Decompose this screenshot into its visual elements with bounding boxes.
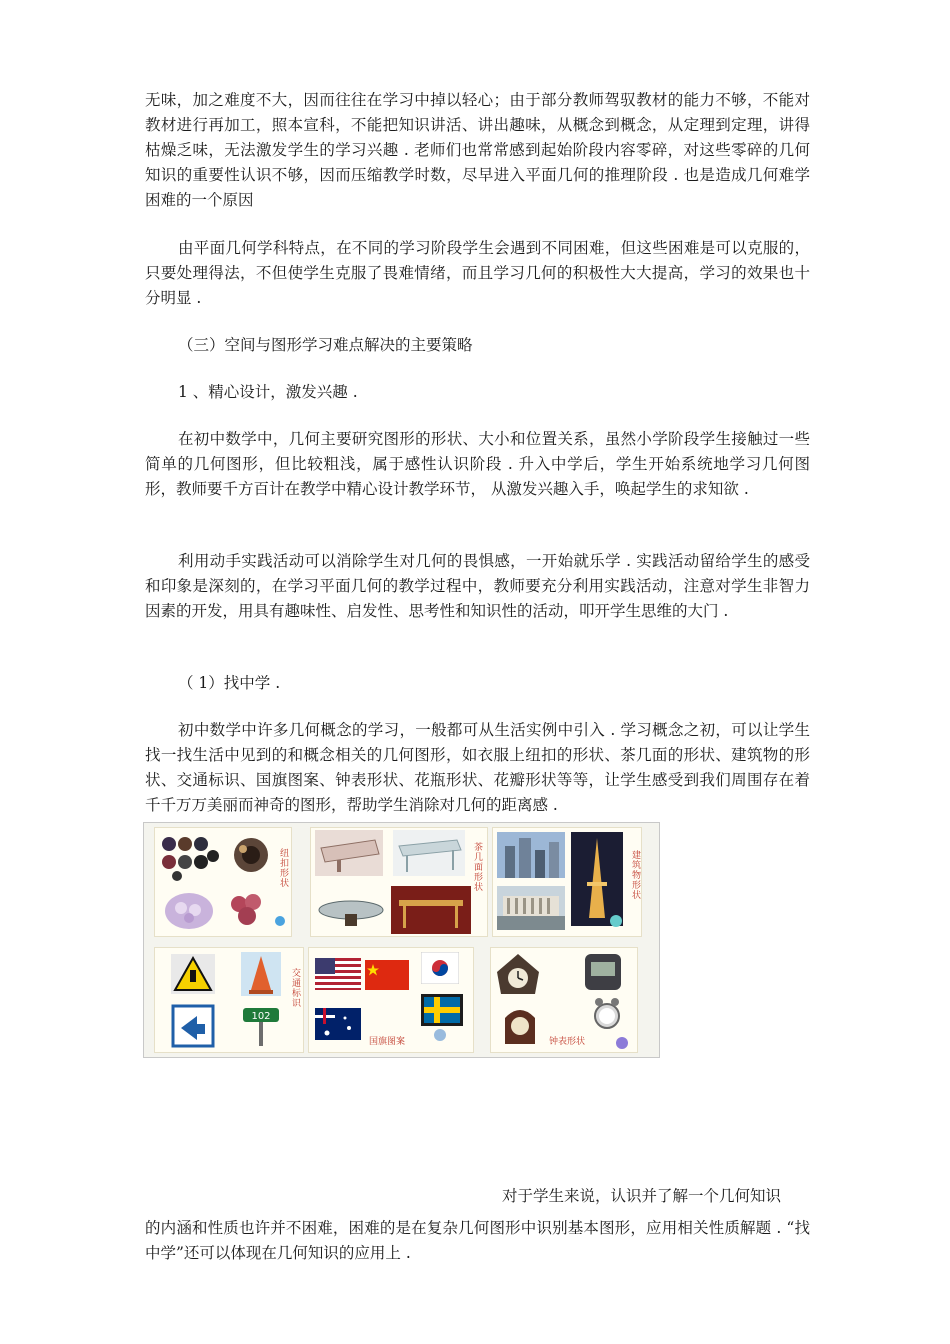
panel-buttons — [154, 827, 292, 937]
panel-clocks — [490, 947, 638, 1053]
paragraph-3: 在初中数学中，几何主要研究图形的形状、大小和位置关系，虽然小学阶段学生接触过一些简单的几何图形，但比较粗浅，属于感性认识阶段 . 升入中学后，学生开始系统地学习几何图形，教师要千方百计在教学中精心设计教学环节， 从激发兴趣入手，唤起学生的求知欲 . — [145, 430, 810, 498]
usa-flag — [315, 958, 361, 990]
mantel-clock — [501, 1002, 539, 1046]
china-flag — [365, 960, 409, 990]
paragraph-1: 无味，加之难度不大，因而往往在学习中掉以轻心；由于部分教师驾驭教材的能力不够，不能对教材进行再加工，照本宣科，不能把知识讲活、讲出趣味，从概念到概念，从定理到定理，讲得枯燥乏味，无法激发学生的学习兴趣 . 老师们也常常感到起始阶段内容零碎，对这些零碎的几何知识的重要性认识不够，因而压缩教学时数，尽早进入平面几何的推理阶段 . 也是造成几何难学困难的一个原因 — [145, 91, 810, 209]
house-clock — [495, 952, 541, 996]
decor-dot — [434, 1029, 446, 1041]
label-buttons: 纽扣形状 — [278, 848, 288, 888]
shapes-collage-figure — [143, 822, 660, 1058]
decor-dot — [610, 915, 622, 927]
panel-tables — [310, 827, 488, 937]
sweden-flag — [421, 994, 463, 1026]
paragraph-5: 初中数学中许多几何概念的学习，一般都可从生活实例中引入 . 学习概念之初，可以让学生找一找生活中见到的和概念相关的几何图形，如衣服上纽扣的形状、茶几面的形状、建筑物的形状、交通标识、国旗图案、钟表形状、花瓶形状、花瓣形状等等，让学生感受到我们周围存在着千千万万美丽而神奇的图形，帮助学生消除对几何的距离感 . — [145, 721, 810, 814]
panel-traffic — [154, 947, 304, 1053]
buttons-photo — [159, 834, 221, 882]
paragraph-4: 利用动手实践活动可以消除学生对几何的畏惧感，一开始就乐学 . 实践活动留给学生的感受和印象是深刻的，在学习平面几何的教学过程中，教师要充分利用实践活动，注意对学生非智力因素的开发，用具有趣味性、启发性、思考性和知识性的活动，叩开学生思维的大门 . — [145, 552, 810, 620]
table-photo-1 — [315, 830, 383, 876]
subheading-design-interest: 1 、精心设计，激发兴趣 . — [178, 383, 358, 401]
warning-sign — [171, 954, 215, 994]
australia-flag — [315, 1008, 361, 1040]
building-photo-1 — [497, 832, 565, 878]
buttons-photo-2 — [229, 834, 273, 876]
sign-number: 102 — [251, 1011, 271, 1022]
label-traffic: 交通标识 — [290, 968, 300, 1008]
digital-clock — [583, 952, 623, 992]
label-flags: 国旗图案 — [369, 1037, 406, 1047]
table-photo-4 — [391, 886, 471, 934]
flower-photo — [161, 888, 217, 934]
decor-dot — [275, 916, 285, 926]
decor-dot — [616, 1037, 628, 1049]
road-number-sign — [239, 1004, 283, 1048]
panel-flags — [308, 947, 474, 1053]
table-photo-2 — [393, 830, 465, 876]
alarm-clock — [591, 996, 623, 1036]
paragraph-2: 由平面几何学科特点，在不同的学习阶段学生会遇到不同困难，但这些困难是可以克服的，只要处理得法，不但使学生克服了畏难情绪，而且学习几何的积极性大大提高，学习的效果也十分明显 . — [145, 239, 810, 307]
traffic-cone — [241, 952, 281, 996]
building-photo-2 — [497, 886, 565, 930]
korea-flag — [421, 952, 459, 984]
turn-sign — [171, 1004, 215, 1048]
flower-photo-2 — [225, 888, 269, 932]
table-photo-3 — [315, 888, 387, 932]
section-heading-strategies: （三）空间与图形学习难点解决的主要策略 — [178, 336, 473, 354]
paragraph-6-start: 对于学生来说，认识并了解一个几何知识 — [502, 1187, 782, 1205]
paragraph-6-continued: 的内涵和性质也许并不困难，困难的是在复杂几何图形中识别基本图形，应用相关性质解题 . “找中学”还可以体现在几何知识的应用上 . — [145, 1219, 810, 1262]
label-tables: 茶几面形状 — [472, 842, 482, 892]
tower-photo — [571, 832, 623, 926]
subheading-find-learn: （ 1）找中学 . — [178, 674, 281, 692]
label-buildings: 建筑物形状 — [630, 850, 640, 900]
label-clocks: 钟表形状 — [549, 1037, 586, 1047]
